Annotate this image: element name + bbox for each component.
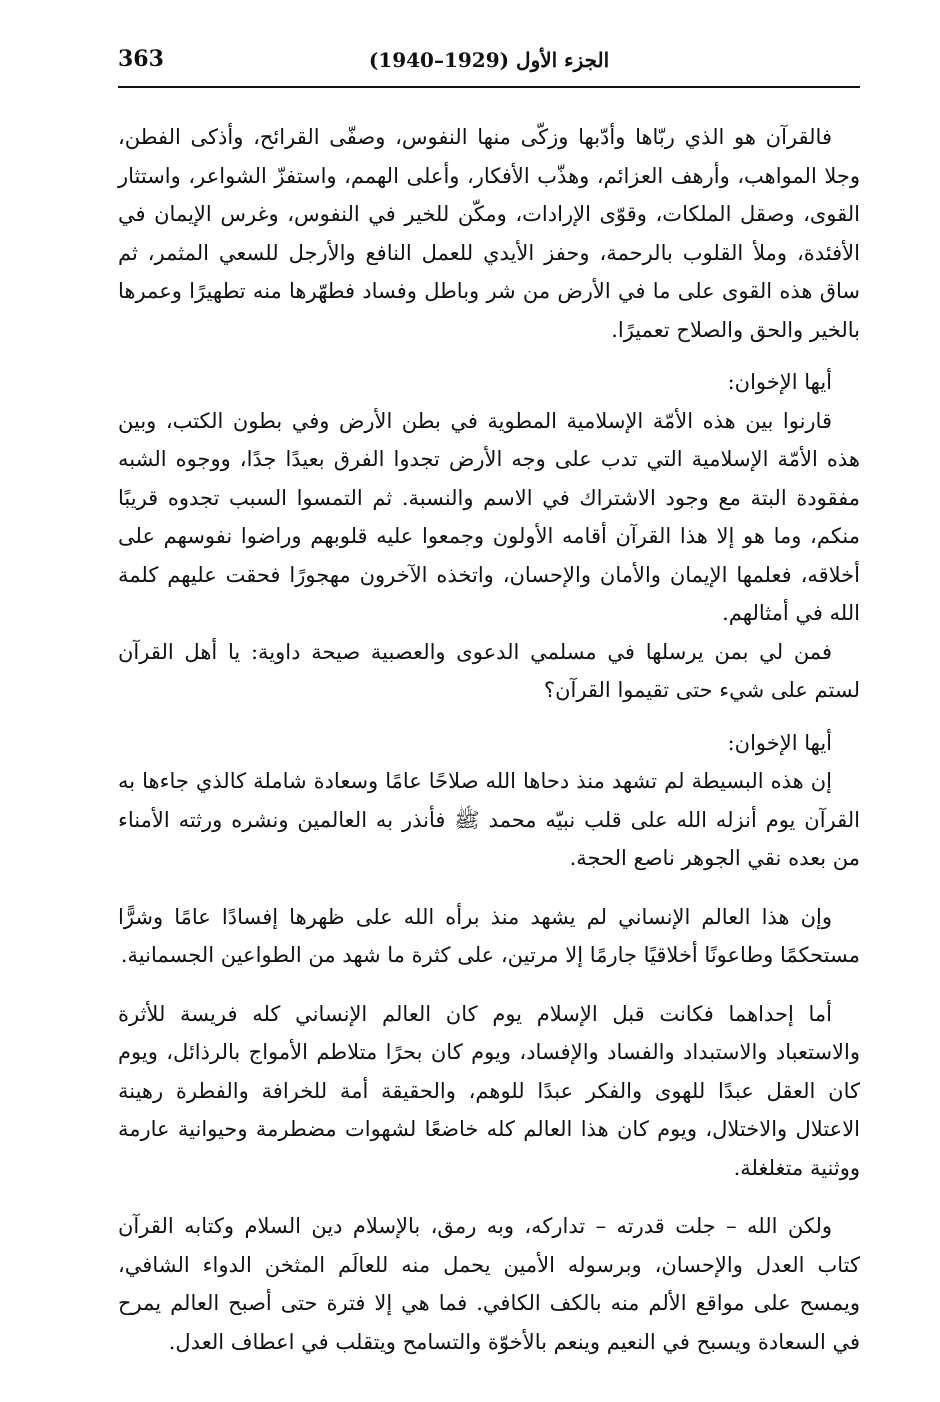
paragraph-divine-rescue: ولكن الله – جلت قدرته – تداركه، وبه رمق، بالإسلام دين السلام وكتابه القرآن كتاب العدل والإحسان، وبرسوله الأمين يحمل منه للعالَم المثخن الدواء الشافي، ويمسح على مواقع الألم منه بالكف الكافي. فما هي إلا فترة حتى أصبح العالم يمرح في السعادة ويسبح في النعيم وينعم بالأخوّة والتسامح ويتقلب في اعطاف العدل. [118,1214,860,1354]
paragraph-compare-nations: قارنوا بين هذه الأمّة الإسلامية المطوية في بطن الأرض وفي بطون الكتب، وبين هذه الأمّة الإسلامية التي تدب على وجه الأرض تجدوا الفرق بعيدًا جدًا، ووجوه الشبه مفقودة البتة مع وجود الاشتراك في الاسم والنسبة. ثم التمسوا السبب تجدوه قريبًا منكم، وما هو إلا هذا القرآن أقامه الأولون وجمعوا عليه قلوبهم وراضوا نفوسهم على أخلاقه، فعلمها الإيمان والأمان والإحسان، واتخذه الآخرون مهجورًا فحقت عليهم كلمة الله في أمثالهم. [118,408,860,625]
address-brothers-2: أيها الإخوان: [727,730,832,755]
address-brothers-1: أيها الإخوان: [727,370,832,394]
paragraph-two-corruptions: وإن هذا العالم الإنساني لم يشهد منذ برأه الله على ظهرها إفسادًا عامًا وشرًّا مستحكمًا وطاعونًا أخلاقيًا جارمًا إلا مرتين، على كثرة ما شهد من الطواعين الجسمانية. [118,904,860,967]
paragraph-before-islam: أما إحداهما فكانت قبل الإسلام يوم كان العالم الإنساني كله فريسة للأثرة والاستعباد والاستبداد والفساد والإفساد، ويوم كان بحرًا متلاطم الأمواج بالرذائل، ويوم كان العقل عبدًا للهوى والفكر عبدًا للوهم، والحقيقة أمة للخرافة والفطرة رهينة الاعتلال والاختلال، ويوم كان هذا العالم كله خاضعًا لشهوات مضطرمة وحيوانية عارمة ووثنية متغلغلة. [118,1001,860,1180]
page-header [118,38,860,88]
page-number: 363 [118,46,164,72]
page-body [118,118,860,1361]
paragraph-universal-reform: إن هذه البسيطة لم تشهد منذ دحاها الله صلاحًا عامًا وسعادة شاملة كالذي جاءها به القرآن يوم أنزله الله على قلب نبيّه محمد ﷺ فأنذر به العالمين ونشره ورثته الأمناء من بعده نقي الجوهر ناصع الحجة. [118,769,860,870]
paragraph-quran-role: فالقرآن هو الذي ربّاها وأدّبها وزكّى منها النفوس، وصفّى القرائح، وأذكى الفطن، وجلا المواهب، وأرهف العزائم، وهذّب الأفكار، وأعلى الهمم، واستفزّ الشواعر، واستثار القوى، وصقل الملكات، وقوّى الإرادات، ومكّن للخير في النفوس، وغرس الإيمان في الأفئدة، وملأ القلوب بالرحمة، وحفز الأيدي للعمل النافع والأرجل للسعي المثمر، ثم ساق هذه القوى على ما في الأرض من شر وباطل وفساد فطهّرها منه تطهيرًا وعمرها بالخير والحق والصلاح تعميرًا. [118,125,860,342]
paragraph-call-to-quran: فمن لي بمن يرسلها في مسلمي الدعوى والعصبية صيحة داوية: يا أهل القرآن لستم على شيء حتى تقيموا القرآن؟ [118,639,860,702]
running-title: الجزء الأول (1929–1940) [368,48,610,72]
